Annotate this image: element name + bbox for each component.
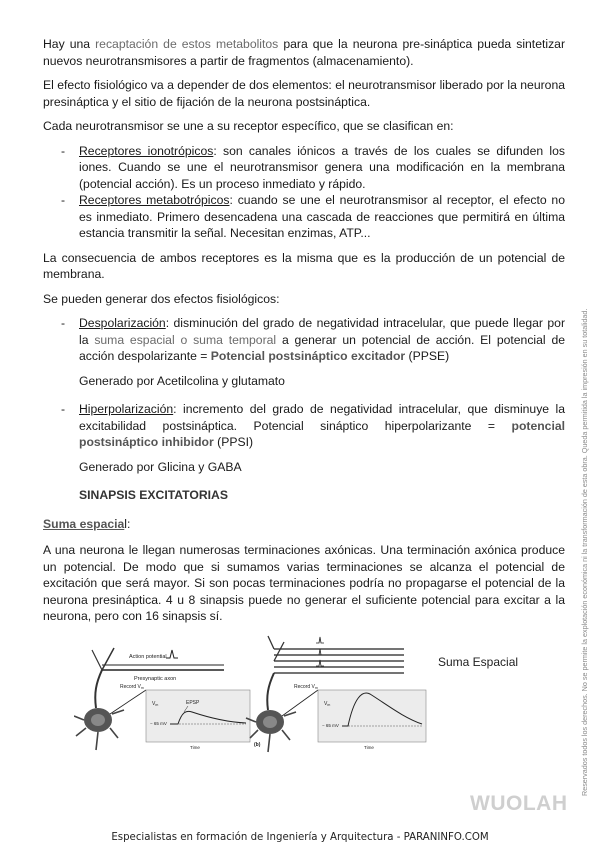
dendrite-branch [92,650,102,670]
bold-ppse: Potencial postsináptico excitador [210,349,406,363]
figure-caption: Suma Espacial [438,655,519,669]
dendrite [95,670,102,708]
text: : disminución del grado de negatividad intracelular, que puede llegar por la [79,316,565,347]
rights-notice [577,256,591,796]
footer: Especialistas en formación de Ingeniería y Arquitectura - PARANINFO.COM [111,832,489,843]
text: Record V [120,684,141,690]
section-heading: SINAPSIS EXCITATORIAS [79,488,228,502]
graph-box [318,690,426,742]
text: (PPSE) [405,349,450,363]
text: (PPSI) [213,435,254,449]
label-time: Time [190,745,200,750]
list-dash: - [61,402,66,416]
highlight-recaptacion: recaptación de estos metabolitos [95,37,279,51]
label-65mv: − 65 mV [150,721,167,726]
text: : son canales iónicos a través de los cuales se difunden los iones. Cuando se une el neurotransmisor genera una modificación en la membrana (potencial acción). Es un proceso inmediato y rápido. [79,143,565,191]
list-item [43,192,565,242]
label-action-potential: Action potential [129,654,167,660]
generado-glicina: Generado por Glicina y GABA [79,459,242,474]
text: : cuando se une el neurotransmisor al receptor, el efecto no es inmediato. Primero desencadena una cascada de reacciones que permitirá en última estancia transmitir la señal. Necesitan enzimas, ATP... [79,193,565,240]
label-65mv: − 65 mV [322,723,339,728]
generado-acetilcolina: Generado por Acetilcolina y glutamato [79,373,285,388]
document-body [43,36,565,633]
text: m [314,686,318,690]
neuron-nucleus [263,716,277,728]
list-dash: - [61,316,66,330]
action-potential-spike [166,650,178,658]
action-potential-spike [316,637,324,643]
suma-espacial-label [43,516,565,533]
neuron-nucleus [91,714,105,726]
highlight-suma-espacial: suma espacial [94,332,175,347]
label-record [120,684,144,690]
action-potential-spike [316,649,324,655]
term-ionotropicos: Receptores ionotrópicos [79,143,214,158]
text: Record V [294,684,315,690]
suma-espacial-figure [74,628,524,756]
panel-a [74,648,250,750]
electrode-wire [282,690,318,716]
list-item [43,143,565,193]
receptor-list [43,143,565,242]
text: m [155,703,159,707]
bold-ppsi: potencial postsináptico inhibidor [79,418,565,449]
term-metabotropicos: Receptores metabotrópicos [79,193,230,207]
effects-list-2 [43,401,565,451]
text: Hay una [43,37,96,51]
text: m [140,686,144,690]
text: V [152,701,156,707]
list-item [43,401,565,451]
electrode-wire [110,690,146,714]
paragraph-suma-espacial: A una neurona le llegan numerosas terminaciones axónicas. Una terminación axónica produce un potencial. De modo que si sumamos varias terminaciones se alcanza el potencial de excitación que será mayor. Si son pocas terminaciones podría no propagarse el potencial de la neurona presináptica. 4 u 8 sinapsis puede no generar el suficiente potencial para excitar a la neurona, pero con 16 sinapsis sí. [43,543,565,623]
term-hiperpolarizacion: Hiperpolarización [79,402,174,416]
text: a generar un potencial de acción. El potencial de acción despolarizante = [79,332,565,363]
paragraph-efecto: El efecto fisiológico va a depender de dos elementos: el neurotransmisor liberado por la neurona presináptica y el sitio de fijación de la neurona postsináptica. [43,78,565,109]
text: V [324,701,328,707]
list-dash: - [61,143,66,158]
neuron-diagram [74,628,524,756]
text: : incremento del grado de negatividad intracelular, que disminuye la excitabilidad postsináptica. Potencial sináptico hiperpolarizante = [79,402,565,433]
dendrite [267,673,274,710]
label-record [294,684,318,690]
paragraph-recaptacion [43,36,565,69]
wuolah-logo: WUOLAH [470,792,568,815]
effects-list [43,315,565,365]
term-suma-espacial: Suma espacia [43,516,125,531]
paragraph-consecuencia: La consecuencia de ambos receptores es la misma que es la producción de un potencial de membrana. [43,250,565,281]
highlight-suma-temporal: suma temporal [193,332,277,347]
text: o [174,332,194,347]
list-dash: - [61,193,66,207]
label-epsp: EPSP [186,700,200,706]
text: para que la neurona pre-sináptica pueda sintetizar nuevos neurotransmisores a partir de fragmentos (almacenamiento). [43,37,565,68]
label-time: Time [364,745,374,750]
text: l: [124,516,131,531]
paragraph-efectos-intro: Se pueden generar dos efectos fisiológicos: [43,291,280,306]
rights-notice-text: Reservados todos los derechos. No se permite la explotación económica ni la transformación de esta obra. Queda permitida la impresión en su totalidad. [580,308,589,796]
graph-box [146,690,250,742]
list-item [43,315,565,365]
paragraph-receptor-intro: Cada neurotransmisor se une a su receptor específico, que se clasifican en: [43,119,454,133]
panel-b [246,636,426,752]
label-presynaptic-axon: Presynaptic axon [134,676,177,682]
dendrite-branch [102,648,114,670]
term-despolarizacion: Despolarización [79,316,166,330]
label-panel-b: (b) [254,742,261,748]
text: m [327,703,331,707]
